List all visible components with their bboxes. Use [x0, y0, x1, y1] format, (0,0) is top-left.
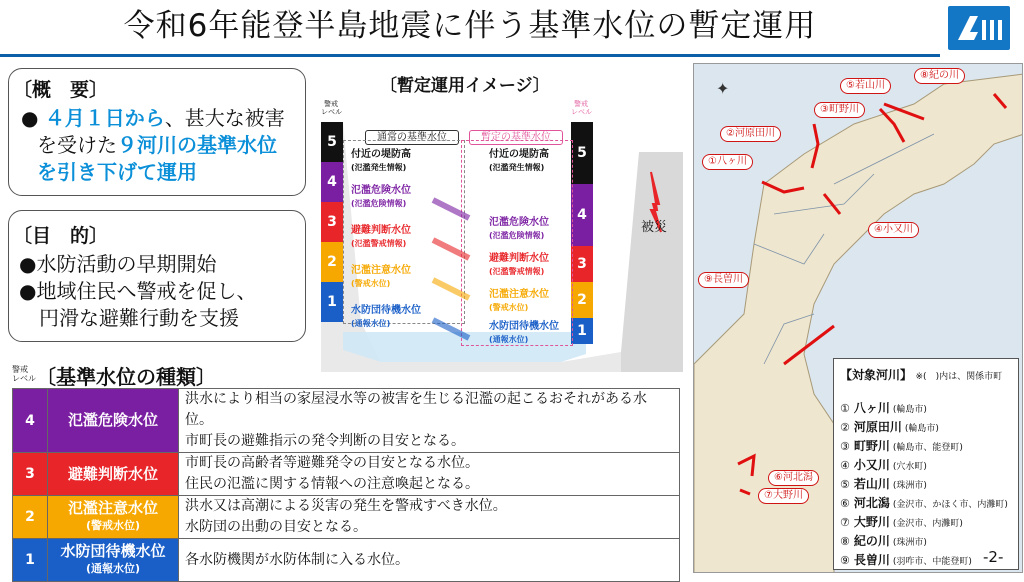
overview-text: ● ４月１日から、甚大な被害 を受けた９河川の基準水位 を引き下げて運用 — [21, 106, 285, 184]
level-column-header: 警戒 レベル — [12, 365, 36, 383]
map-river-label: ⑤若山川 — [840, 78, 891, 94]
river-list-item: ② 河原田川 (輪島市) — [840, 420, 939, 434]
map-river-label: ⑥河北潟 — [768, 470, 819, 486]
level-name: 氾濫危険水位 — [48, 389, 179, 453]
provisional-level-item: 氾濫危険水位 (氾濫危険情報) — [489, 217, 549, 240]
image-heading: 〔暫定運用イメージ〕 — [380, 76, 550, 96]
map-river-label: ②河原田川 — [720, 126, 781, 142]
purpose-item: ●地域住民へ警戒を促し、 — [19, 279, 257, 303]
level-description: 洪水又は高潮による災害の発生を警戒すべき水位。 水防団の出動の目安となる。 — [179, 496, 680, 539]
normal-level-item: 氾濫危険水位 (氾濫危険情報) — [351, 185, 411, 208]
map-river-label: ⑧紀の川 — [914, 68, 965, 84]
prefecture-logo — [948, 6, 1010, 50]
river-list-item: ⑨ 長曽川 (羽咋市、中能登町) — [840, 553, 972, 567]
level-row — [13, 389, 680, 453]
level-name: 水防団待機水位 (通報水位) — [48, 539, 179, 582]
river-list-item: ③ 町野川 (輪島市、能登町) — [840, 439, 963, 453]
right-level-box: 2 — [571, 282, 593, 318]
target-rivers-list: 【対象河川】 ※( )内は、関係市町 ① 八ヶ川 (輪島市) ② 河原田川 (輪島市) ③ 町野川 (輪島市、能登町) ④ 小又川 (穴水町) ⑤ 若山川 (珠洲市) ⑥ 河北潟 (金沢市、かほく市、内灘町) ⑦ 大野川 (金沢市、内灘町) ⑧ 紀の川 (珠洲市) ⑨ 長曽川 (羽咋市、中能登町) — [833, 358, 1019, 570]
normal-label: 通常の基準水位 — [365, 130, 459, 145]
overview-highlight-date: ４月１日から — [44, 106, 165, 130]
page-title: 令和6年能登半島地震に伴う基準水位の暫定運用 — [123, 8, 817, 44]
map-river-label: ⑦大野川 — [758, 488, 809, 504]
left-level-box: 2 — [321, 242, 343, 282]
provisional-level-item: 避難判断水位 (氾濫警戒情報) — [489, 253, 549, 276]
level-number: 1 — [13, 539, 48, 582]
disaster-label: 被災 — [641, 220, 668, 235]
river-list-item: ⑧ 紀の川 (珠洲市) — [840, 534, 927, 548]
purpose-item: ●水防活動の早期開始 — [19, 252, 217, 276]
overview-highlight-rivers: ９河川の基準水位 — [117, 133, 277, 157]
provisional-level-item: 水防団待機水位 (通報水位) — [489, 321, 559, 344]
right-level-box: 3 — [571, 246, 593, 282]
river-list-item: ① 八ヶ川 (輪島市) — [840, 401, 927, 415]
normal-level-item: 水防団待機水位 (通報水位) — [351, 305, 421, 328]
map-river-label: ⑨長曽川 — [698, 272, 749, 288]
left-level-box: 5 — [321, 122, 343, 162]
water-level-types-table — [12, 388, 680, 582]
left-level-box: 1 — [321, 282, 343, 322]
purpose-item: 円滑な避難行動を支援 — [19, 306, 239, 330]
level-row — [13, 539, 680, 582]
river-list-item: ⑤ 若山川 (珠洲市) — [840, 477, 927, 491]
left-level-header: 警戒 レベル — [321, 100, 342, 116]
left-level-box: 4 — [321, 162, 343, 202]
provisional-level-item: 氾濫注意水位 (警戒水位) — [489, 289, 549, 312]
map-river-label: ①八ヶ川 — [702, 154, 753, 170]
overview-heading: 〔概 要〕 — [13, 79, 109, 101]
purpose-list — [19, 251, 256, 332]
provisional-image-diagram — [321, 122, 683, 372]
river-list-item: ④ 小又川 (穴水町) — [840, 458, 927, 472]
normal-level-item: 付近の堤防高 (氾濫発生情報) — [351, 149, 411, 172]
map-river-label: ④小又川 — [868, 222, 919, 238]
purpose-heading: 〔目 的〕 — [13, 225, 109, 247]
level-row — [13, 453, 680, 496]
types-heading: 〔基準水位の種類〕 — [36, 365, 216, 389]
level-number: 4 — [13, 389, 48, 453]
level-description: 洪水により相当の家屋浸水等の被害を生じる氾濫の起こるおそれがある水位。 市町長の避難指示の発令判断の目安となる。 — [179, 389, 680, 453]
river-list-item: ⑥ 河北潟 (金沢市、かほく市、内灘町) — [840, 496, 1008, 510]
level-description: 市町長の高齢者等避難発令の目安となる水位。 住民の氾濫に関する情報への注意喚起となる。 — [179, 453, 680, 496]
level-number: 2 — [13, 496, 48, 539]
left-level-box: 3 — [321, 202, 343, 242]
right-level-box: 4 — [571, 184, 593, 246]
right-level-box: 1 — [571, 318, 593, 344]
level-description: 各水防機関が水防体制に入る水位。 — [179, 539, 680, 582]
page-number: -2- — [983, 548, 1004, 566]
purpose-box — [8, 210, 306, 342]
normal-level-item: 氾濫注意水位 (警戒水位) — [351, 265, 411, 288]
level-row — [13, 496, 680, 539]
level-number: 3 — [13, 453, 48, 496]
overview-box — [8, 68, 306, 196]
provisional-label: 暫定の基準水位 — [469, 130, 563, 145]
title-underline — [0, 54, 940, 57]
level-name: 氾濫注意水位 (警戒水位) — [48, 496, 179, 539]
compass-icon: ✦ — [716, 79, 730, 98]
river-list-item: ⑦ 大野川 (金沢市、内灘町) — [840, 515, 963, 529]
right-level-box: 5 — [571, 122, 593, 184]
shift-arrows — [321, 122, 683, 372]
right-level-header: 警戒 レベル — [571, 100, 592, 116]
level-name: 避難判断水位 — [48, 453, 179, 496]
provisional-level-item: 付近の堤防高 (氾濫発生情報) — [489, 149, 549, 172]
normal-level-item: 避難判断水位 (氾濫警戒情報) — [351, 225, 411, 248]
map-river-label: ③町野川 — [814, 102, 865, 118]
